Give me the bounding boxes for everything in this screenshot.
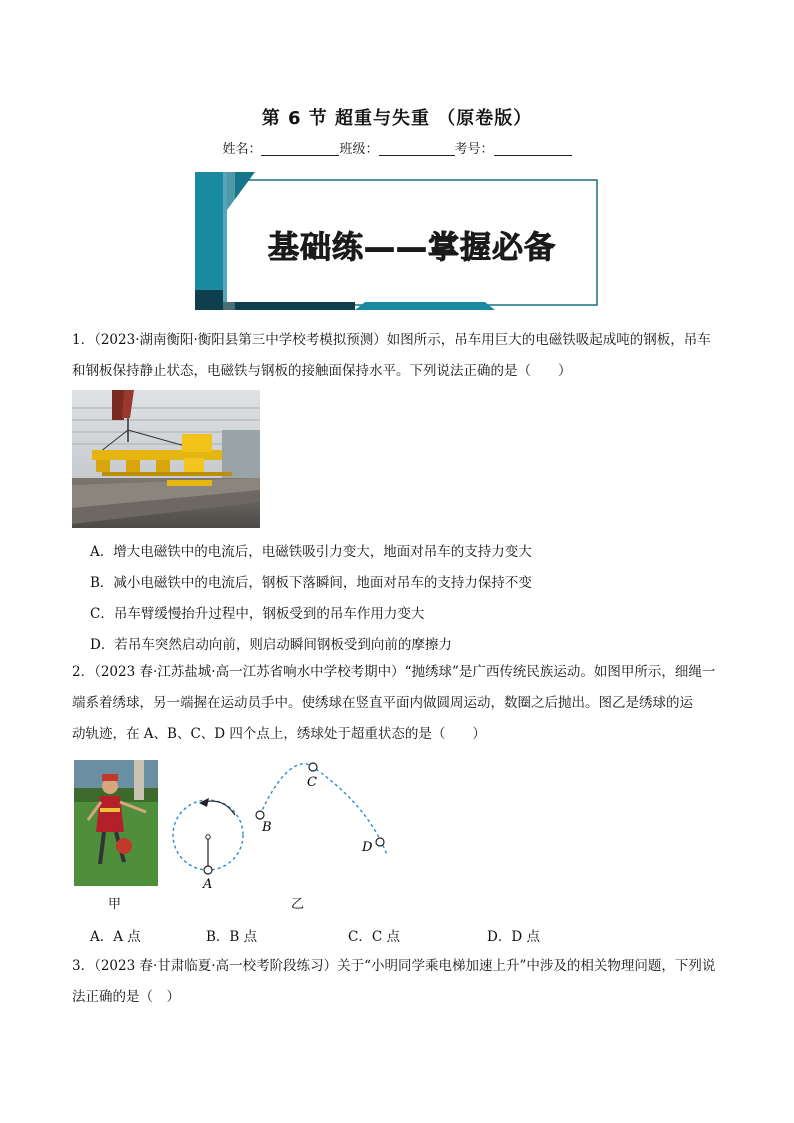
exam-no-label: 考号： xyxy=(454,142,494,157)
q2-stem-line: 2．（2023 春·江苏盐城·高一江苏省响水中学校考期中）“抛绣球”是广西传统民族运动。如图甲所示，细绳一 xyxy=(72,664,716,680)
q2-option-d: D．D 点 xyxy=(487,929,540,945)
banner-title: 基础练——掌握必备 xyxy=(268,230,556,266)
trajectory-diagram xyxy=(165,755,400,890)
figure-jia-label: 甲 xyxy=(108,897,122,912)
name-label: 姓名： xyxy=(222,142,262,157)
q2-stem-line: 端系着绣球，另一端握在运动员手中。使绣球在竖直平面内做圆周运动，数圈之后抛出。图乙是绣球的运 xyxy=(72,695,693,711)
label-b: B xyxy=(262,820,272,835)
point-d xyxy=(376,838,384,846)
exam-no-blank xyxy=(494,142,572,156)
q2-option-b: B．B 点 xyxy=(206,929,258,945)
q3-stem-line: 3．（2023 春·甘肃临夏·高一校考阶段练习）关于“小明同学乘电梯加速上升”中涉及的相关物理问题，下列说 xyxy=(72,958,716,974)
label-d: D xyxy=(362,840,373,855)
point-c xyxy=(309,763,317,771)
q1-stem-line: 1．（2023·湖南衡阳·衡阳县第三中学校考模拟预测）如图所示，吊车用巨大的电磁铁吸起成吨的钢板，吊车 xyxy=(72,332,711,348)
q3-stem xyxy=(72,951,724,1013)
crane-photo xyxy=(72,390,260,528)
q3-stem-line: 法正确的是（ ） xyxy=(72,989,180,1005)
q1-option-d: D．若吊车突然启动向前，则启动瞬间钢板受到向前的摩擦力 xyxy=(90,637,452,653)
q1-option-c: C．吊车臂缓慢抬升过程中，钢板受到的吊车作用力变大 xyxy=(90,606,425,622)
label-a: A xyxy=(203,877,213,890)
point-b xyxy=(256,811,264,819)
name-blank xyxy=(261,142,339,156)
q2-option-c: C．C 点 xyxy=(348,929,400,945)
athlete-photo xyxy=(74,760,158,886)
q1-option-b: B．减小电磁铁中的电流后，钢板下落瞬间，地面对吊车的支持力保持不变 xyxy=(90,575,532,591)
q2-stem-line: 动轨迹，在 A、B、C、D 四个点上，绣球处于超重状态的是（ ） xyxy=(72,726,486,742)
class-blank xyxy=(379,142,455,156)
q2-stem xyxy=(72,657,724,750)
q1-stem-line: 和钢板保持静止状态，电磁铁与钢板的接触面保持水平。下列说法正确的是（ ） xyxy=(72,363,572,379)
figure-yi-label: 乙 xyxy=(291,897,305,912)
student-info-line xyxy=(0,138,794,157)
q1-option-a: A．增大电磁铁中的电流后，电磁铁吸引力变大，地面对吊车的支持力变大 xyxy=(90,544,532,560)
page-title: 第 6 节 超重与失重 （原卷版） xyxy=(261,108,533,129)
class-label: 班级： xyxy=(339,142,379,157)
q1-stem xyxy=(72,325,724,387)
label-c: C xyxy=(307,775,317,790)
point-a xyxy=(204,866,212,874)
q2-option-a: A．A 点 xyxy=(90,929,141,945)
